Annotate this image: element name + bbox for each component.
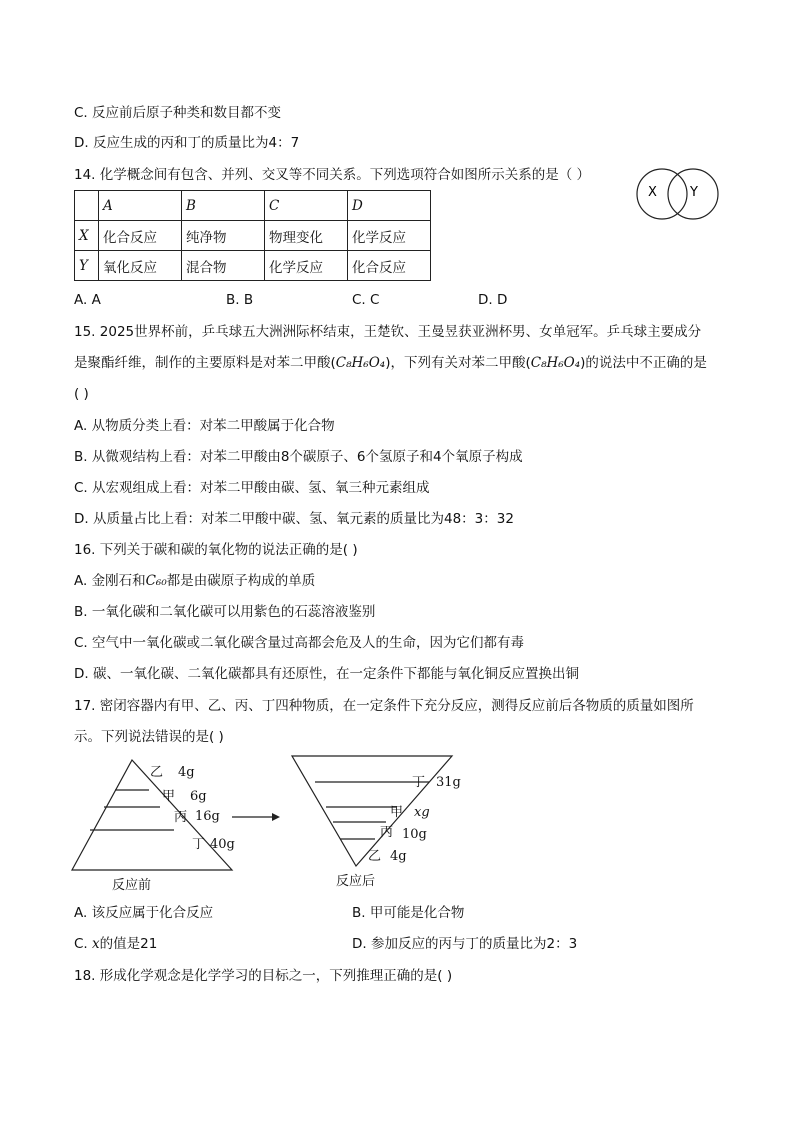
after-mass-bing: 10g [402,827,427,842]
table-cell: 物理变化 [265,221,348,251]
q14-venn-diagram [632,168,724,224]
q16-option-c: C. 空气中一氧化碳或二氧化碳含量过高都会危及人的生命，因为它们都有毒 [74,635,525,651]
table-cell: 化学反应 [348,221,431,251]
table-cell: 化合反应 [99,221,182,251]
before-mass-ding: 40g [210,837,235,852]
table-row [75,191,431,221]
q13-option-d: D. 反应生成的丙和丁的质量比为4：7 [74,135,300,151]
after-mass-yi: 4g [390,849,407,864]
after-label-yi: 乙 [368,849,382,864]
q15-formula: C₈H₆O₄ [530,355,581,371]
q15-text: )，下列有关对苯二甲酸( [385,355,531,371]
q17-variable-x: x [92,936,100,952]
before-mass-yi: 4g [178,765,195,780]
after-label-bing: 丙 [380,825,394,840]
q16-text: A. 金刚石和 [74,573,146,589]
before-caption: 反应前 [112,878,152,893]
q15-formula: C₈H₆O₄ [335,355,386,371]
q15-option-c: C. 从宏观组成上看：对苯二甲酸由碳、氢、氧三种元素组成 [74,480,430,496]
before-label-bing: 丙 [174,810,188,825]
q17-stem-line1: 17. 密闭容器内有甲、乙、丙、丁四种物质，在一定条件下充分反应，测得反应前后各物质的质量如图所 [74,698,694,714]
before-label-yi: 乙 [150,765,164,780]
table-header-cell: A [99,191,182,221]
q16-stem: 16. 下列关于碳和碳的氧化物的说法正确的是( ) [74,542,358,558]
after-label-ding: 丁 [412,775,426,790]
q16-option-a [74,572,315,590]
q17-option-c [74,935,157,953]
venn-label-x: X [648,185,657,200]
before-mass-jia: 6g [190,789,207,804]
q17-text: C. [74,936,93,952]
table-cell: 氧化反应 [99,251,182,281]
q14-option-a: A. A [74,292,101,308]
q17-stem-line2: 示。下列说法错误的是( ) [74,729,224,745]
q16-option-d: D. 碳、一氧化碳、二氧化碳都具有还原性，在一定条件下都能与氧化铜反应置换出铜 [74,666,579,682]
q15-option-a: A. 从物质分类上看：对苯二甲酸属于化合物 [74,418,335,434]
q17-option-b: B. 甲可能是化合物 [352,905,465,921]
q14-option-d: D. D [478,292,508,308]
table-header-cell: B [182,191,265,221]
q14-options-table [74,190,431,281]
after-mass-jia: xg [414,805,430,820]
table-cell: 混合物 [182,251,265,281]
q16-option-b: B. 一氧化碳和二氧化碳可以用紫色的石蕊溶液鉴别 [74,604,376,620]
after-caption: 反应后 [336,874,376,889]
before-label-ding: 丁 [192,837,206,852]
q14-option-b: B. B [226,292,254,308]
q14-stem: 14. 化学概念间有包含、并列、交叉等不同关系。下列选项符合如图所示关系的是（ ） [74,167,591,183]
table-cell: 纯净物 [182,221,265,251]
after-label-jia: 甲 [390,805,404,820]
before-label-jia: 甲 [162,789,176,804]
table-cell: 化合反应 [348,251,431,281]
q17-mass-diagram [60,750,480,900]
table-header-cell: D [348,191,431,221]
q13-option-c: C. 反应前后原子种类和数目都不变 [74,105,282,121]
q18-stem: 18. 形成化学观念是化学学习的目标之一，下列推理正确的是( ) [74,968,453,984]
q17-option-a: A. 该反应属于化合反应 [74,905,214,921]
q17-text: 的值是21 [99,936,158,952]
table-cell: 化学反应 [265,251,348,281]
table-row-label: X [75,221,99,251]
q16-formula: C₆₀ [145,573,167,589]
table-row-label: Y [75,251,99,281]
q16-text: 都是由碳原子构成的单质 [166,573,316,589]
venn-label-y: Y [690,185,698,200]
table-cell [75,191,99,221]
q15-stem-line3: ( ) [74,386,89,402]
q15-text: 是聚酯纤维，制作的主要原料是对苯二甲酸( [74,355,336,371]
q14-option-c: C. C [352,292,380,308]
table-row [75,251,431,281]
q17-option-d: D. 参加反应的丙与丁的质量比为2：3 [352,936,578,952]
q15-option-d: D. 从质量占比上看：对苯二甲酸中碳、氢、氧元素的质量比为48：3：32 [74,511,514,527]
q15-option-b: B. 从微观结构上看：对苯二甲酸由8个碳原子、6个氢原子和4个氧原子构成 [74,449,523,465]
table-header-cell: C [265,191,348,221]
after-mass-ding: 31g [436,775,461,790]
q15-stem-line1: 15. 2025世界杯前，乒乓球五大洲洲际杯结束，王楚钦、王曼昱获亚洲杯男、女单冠军。乒乓球主要成分 [74,324,702,340]
reaction-arrow [232,813,280,821]
q15-text: )的说法中不正确的是 [580,355,707,371]
q15-stem-line2 [74,354,707,372]
before-mass-bing: 16g [195,809,220,824]
table-row [75,221,431,251]
